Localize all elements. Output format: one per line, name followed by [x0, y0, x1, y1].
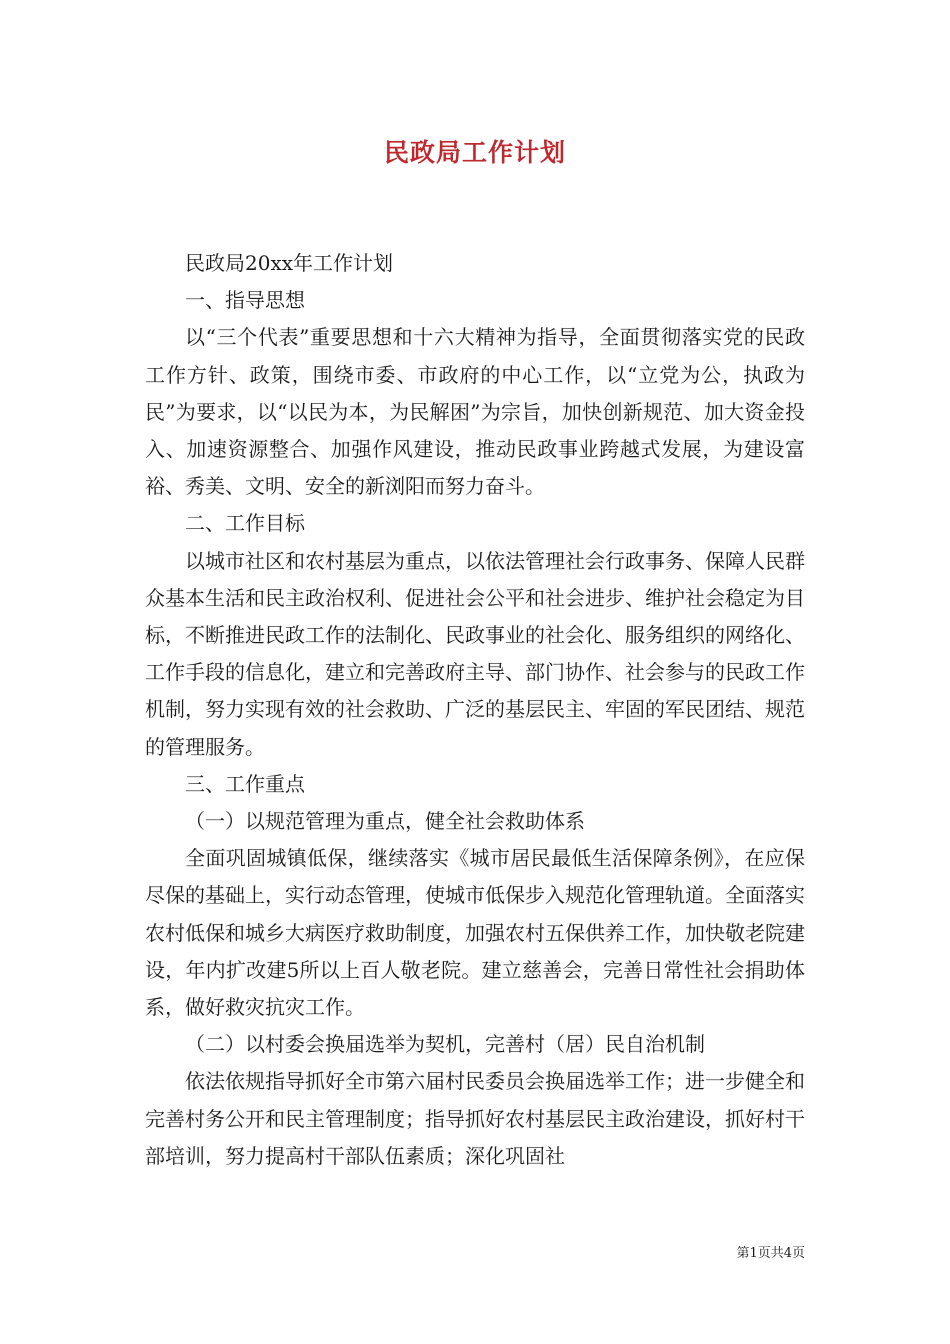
- document-title: 民政局工作计划: [383, 138, 566, 167]
- paragraph-village-autonomy: 依法依规指导抓好全市第六届村民委员会换届选举工作；进一步健全和完善村务公开和民主管理制度；指导抓好农村基层民主政治建设，抓好村干部培训，努力提高村干部队伍素质；深化巩固社: [145, 1069, 805, 1168]
- section-heading-work-goals: 二、工作目标: [185, 511, 305, 536]
- paragraph-guiding-ideology: 以“三个代表”重要思想和十六大精神为指导，全面贯彻落实党的民政工作方针、政策，围绕市委、市政府的中心工作，以“立党为公，执政为民”为要求，以“以民为本，为民解困”为宗旨，加快创新规范、加大资金投入、加速资源整合、加强作风建设，推动民政事业跨越式发展，为建设富裕、秀美、文明、安全的新浏阳而努力奋斗。: [145, 325, 805, 499]
- subsection-heading-village-autonomy: （二）以村委会换届选举为契机，完善村（居）民自治机制: [185, 1032, 705, 1057]
- page-number: 第1页共4页: [736, 1246, 805, 1261]
- paragraph-social-assistance: 全面巩固城镇低保，继续落实《城市居民最低生活保障条例》，在应保尽保的基础上，实行动态管理，使城市低保步入规范化管理轨道。全面落实农村低保和城乡大病医疗救助制度，加强农村五保供养工作，加快敬老院建设，年内扩改建5所以上百人敬老院。建立慈善会，完善日常性社会捐助体系，做好救灾抗灾工作。: [145, 846, 805, 1020]
- document-body: [145, 245, 805, 1175]
- paragraph-plan-heading: 民政局20xx年工作计划: [185, 251, 394, 275]
- section-heading-guiding-ideology: 一、指导思想: [185, 288, 305, 313]
- paragraph-work-goals: 以城市社区和农村基层为重点，以依法管理社会行政事务、保障人民群众基本生活和民主政治权利、促进社会公平和社会进步、维护社会稳定为目标，不断推进民政工作的法制化、民政事业的社会化、服务组织的网络化、工作手段的信息化，建立和完善政府主导、部门协作、社会参与的民政工作机制，努力实现有效的社会救助、广泛的基层民主、牢固的军民团结、规范的管理服务。: [145, 548, 805, 759]
- subsection-heading-social-assistance: （一）以规范管理为重点，健全社会救助体系: [185, 809, 585, 834]
- section-heading-work-priorities: 三、工作重点: [185, 771, 305, 796]
